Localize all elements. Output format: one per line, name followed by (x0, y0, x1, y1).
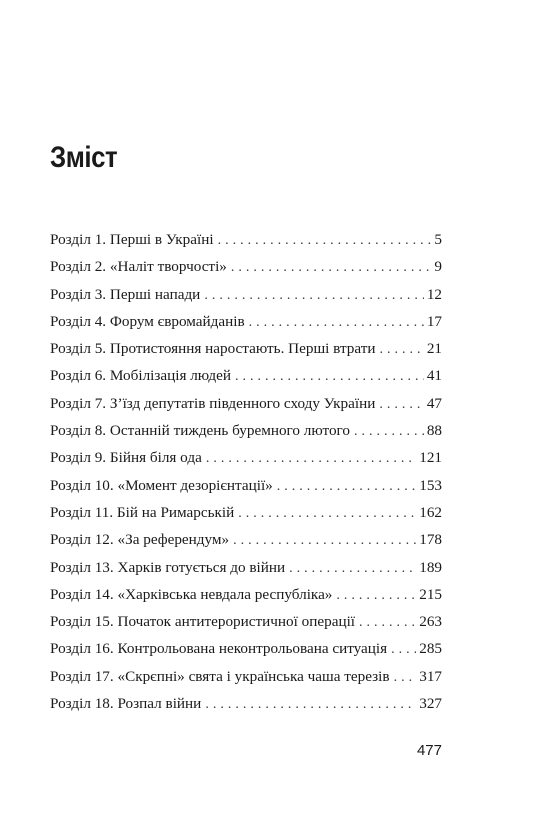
dot-leader (336, 582, 416, 609)
dot-leader (380, 336, 424, 363)
toc-entry-title: Розділ 13. Харків готується до війни (50, 558, 286, 576)
toc-entry-page: 153 (419, 476, 442, 494)
toc-entry-page: 121 (419, 449, 442, 467)
toc-entry-title: Розділ 11. Бій на Римарській (50, 503, 235, 521)
toc-entry-page: 88 (426, 422, 442, 440)
dot-leader (204, 282, 424, 309)
toc-entry (50, 417, 442, 444)
toc-entry (50, 581, 442, 608)
dot-leader (354, 418, 424, 445)
toc-entry-page: 189 (419, 558, 442, 576)
dot-leader (249, 309, 424, 336)
toc-entry (50, 253, 442, 280)
toc-entry (50, 608, 442, 635)
toc-entry (50, 499, 442, 526)
dot-leader (277, 473, 416, 500)
toc-entry-title: Розділ 16. Контрольована неконтрольована ситуація (50, 640, 388, 658)
dot-leader (391, 636, 416, 663)
dot-leader (359, 609, 416, 636)
toc-entry-title: Розділ 3. Перші напади (50, 285, 201, 303)
dot-leader (231, 254, 432, 281)
dot-leader (206, 445, 416, 472)
toc-entry-page: 317 (419, 667, 442, 685)
dot-leader (205, 691, 416, 718)
toc-entry (50, 335, 442, 362)
toc-entry-title: Розділ 6. Мобілізація людей (50, 367, 231, 385)
toc-entry-page: 9 (434, 258, 442, 276)
toc-entry (50, 635, 442, 662)
dot-leader (218, 227, 432, 254)
toc-entry-page: 12 (426, 285, 442, 303)
toc-entry-page: 162 (419, 503, 442, 521)
page-number: 477 (416, 742, 442, 759)
toc-entry (50, 472, 442, 499)
toc-entry-title: Розділ 8. Останній тиждень буремного лютого (50, 422, 350, 440)
toc-entry (50, 526, 442, 553)
table-of-contents (50, 226, 442, 717)
dot-leader (238, 500, 416, 527)
toc-entry (50, 690, 442, 717)
toc-entry-page: 47 (426, 394, 442, 412)
dot-leader (289, 555, 416, 582)
toc-entry-page: 41 (426, 367, 442, 385)
toc-entry-page: 21 (426, 340, 442, 358)
toc-entry-title: Розділ 5. Протистояння наростають. Перші втрати (50, 340, 376, 358)
toc-entry (50, 281, 442, 308)
toc-entry-title: Розділ 10. «Момент дезорієнтації» (50, 476, 273, 494)
toc-entry-page: 327 (419, 695, 442, 713)
page-title: Зміст (50, 141, 118, 174)
toc-entry-page: 5 (434, 231, 442, 248)
toc-entry-title: Розділ 1. Перші в Україні (50, 231, 214, 248)
toc-entry-title: Розділ 17. «Скрєпні» свята і українська чаша терезів (50, 667, 390, 685)
toc-entry-title: Розділ 15. Початок антитерористичної операції (50, 613, 356, 631)
dot-leader (235, 363, 424, 390)
toc-entry-page: 285 (419, 640, 442, 658)
toc-entry-title: Розділ 4. Форум євромайданів (50, 312, 245, 330)
toc-entry-page: 215 (419, 585, 442, 603)
dot-leader (394, 664, 417, 691)
toc-entry (50, 444, 442, 471)
toc-entry-page: 17 (426, 312, 442, 330)
toc-entry (50, 362, 442, 389)
toc-entry-title: Розділ 12. «За референдум» (50, 531, 230, 549)
toc-entry (50, 390, 442, 417)
toc-entry (50, 308, 442, 335)
toc-entry (50, 226, 442, 253)
dot-leader (379, 391, 423, 418)
toc-entry-title: Розділ 9. Бійня біля ода (50, 449, 202, 467)
toc-entry-title: Розділ 7. З’їзд депутатів південного сходу України (50, 394, 376, 412)
toc-entry-title: Розділ 2. «Наліт творчості» (50, 258, 227, 276)
toc-entry-page: 263 (419, 613, 442, 631)
toc-entry-page: 178 (419, 531, 442, 549)
toc-entry-title: Розділ 14. «Харківська невдала республіка» (50, 585, 333, 603)
toc-entry-title: Розділ 18. Розпал війни (50, 695, 202, 713)
toc-entry (50, 554, 442, 581)
toc-entry (50, 663, 442, 690)
dot-leader (233, 527, 416, 554)
